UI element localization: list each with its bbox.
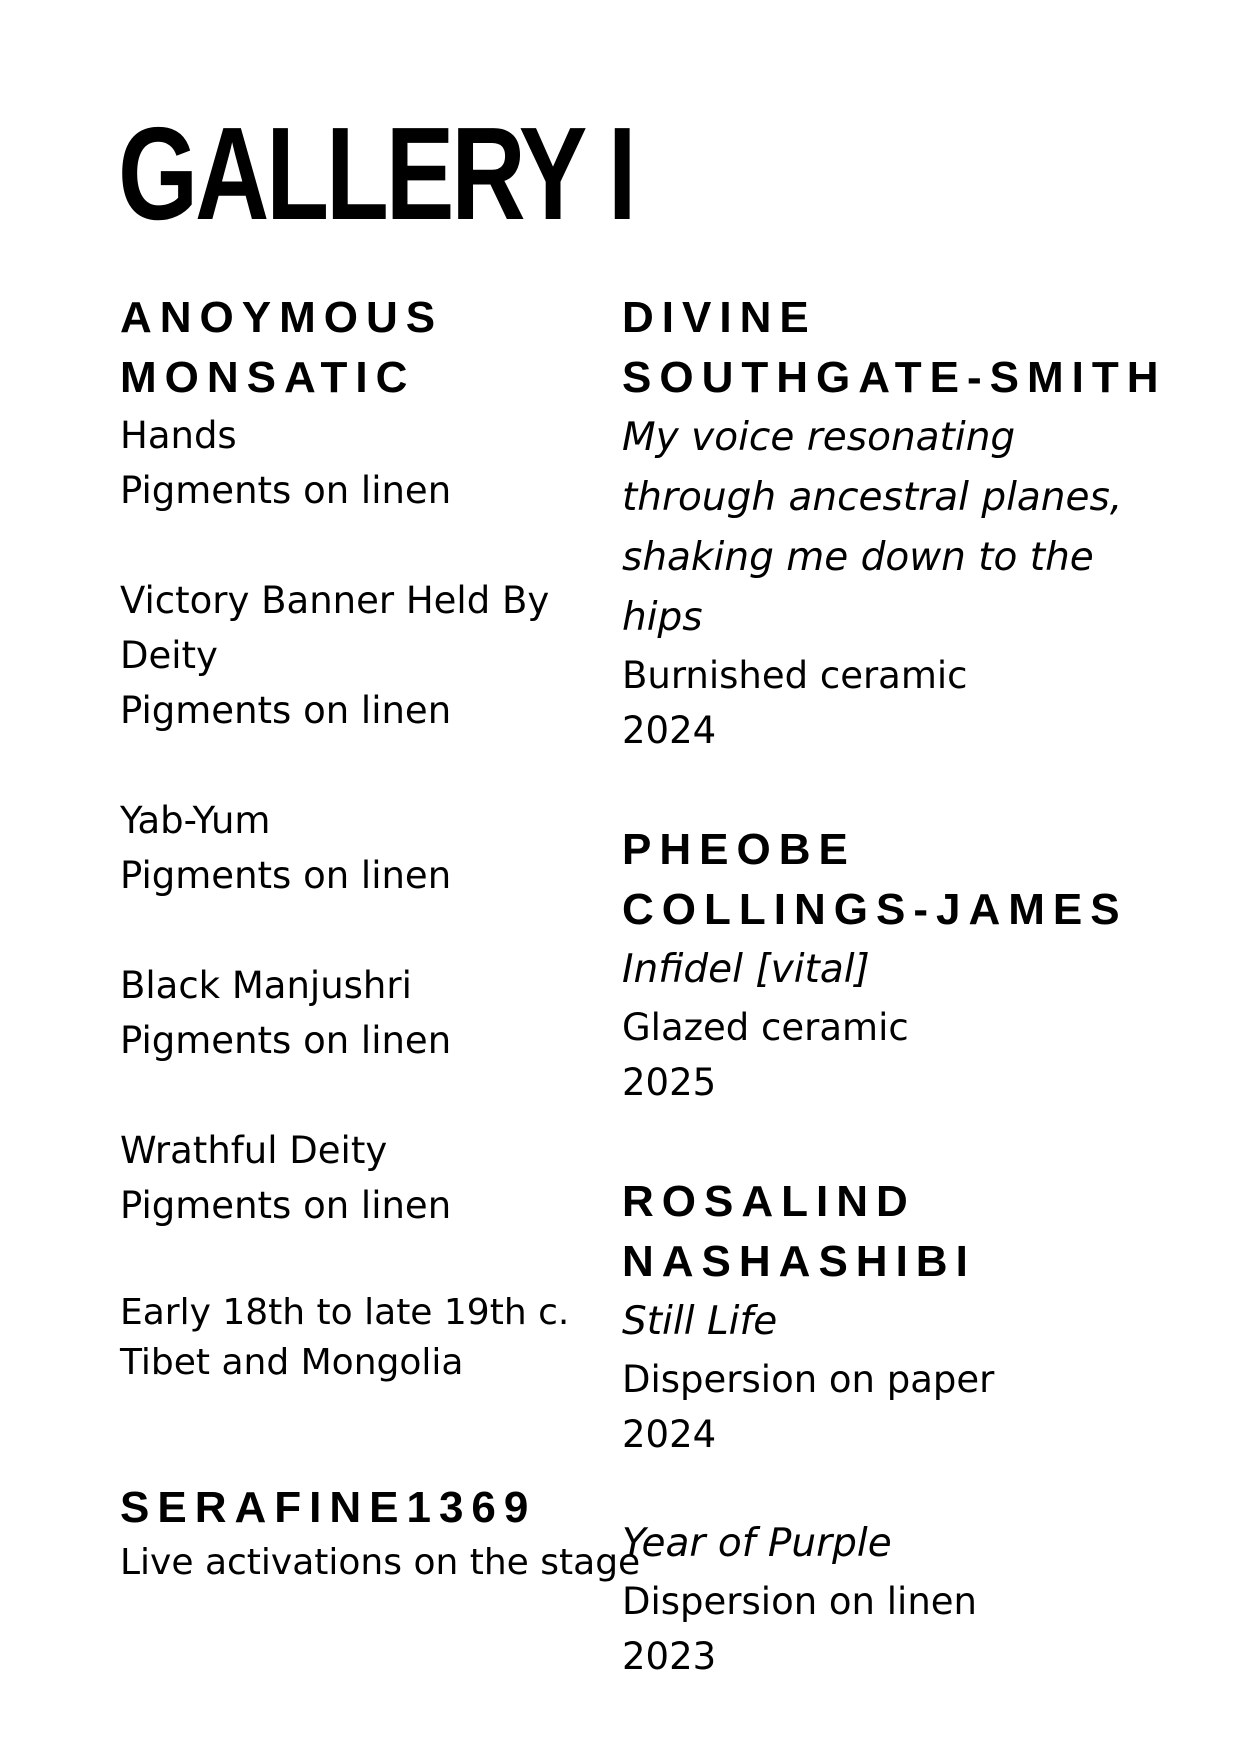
date-note: Early 18th to late 19th c. — [120, 1292, 570, 1333]
artwork-medium: Dispersion on paper — [622, 1358, 995, 1401]
artwork-entry — [120, 793, 610, 903]
artwork-medium: Glazed ceramic — [622, 1006, 909, 1049]
artwork-medium: Pigments on linen — [120, 469, 452, 512]
artwork-year: 2025 — [622, 1061, 717, 1104]
artwork-title: Black Manjushri — [120, 964, 412, 1007]
artist-name: SERAFINE1369 — [120, 1483, 537, 1532]
artist-name: NASHASHIBI — [622, 1237, 976, 1286]
artwork-title: Yab-Yum — [120, 799, 271, 842]
artwork-year: 2023 — [622, 1635, 717, 1678]
artwork-title: shaking me down to the — [622, 535, 1094, 580]
artist-name: SOUTHGATE-SMITH — [622, 353, 1167, 402]
artist-name: ANOYMOUS — [120, 293, 444, 342]
artwork-entry — [120, 408, 610, 518]
artist-name: MONSATIC — [120, 353, 416, 402]
artwork-medium: Pigments on linen — [120, 854, 452, 897]
right-column — [622, 288, 1182, 1684]
artwork-medium: Dispersion on linen — [622, 1580, 977, 1623]
artwork-title: Hands — [120, 414, 237, 457]
artwork-title: Year of Purple — [622, 1521, 892, 1566]
page-title: GALLERY I — [118, 100, 634, 247]
artwork-title: hips — [622, 595, 703, 640]
artwork-title: through ancestral planes, — [622, 475, 1123, 520]
artwork-title: Victory Banner Held By — [120, 579, 550, 622]
artwork-medium: Pigments on linen — [120, 1019, 452, 1062]
artwork-title: Deity — [120, 634, 218, 677]
artwork-year: 2024 — [622, 709, 717, 752]
artwork-medium: Burnished ceramic — [622, 654, 968, 697]
artist-name: DIVINE — [622, 293, 817, 342]
artwork-medium: Pigments on linen — [120, 1184, 452, 1227]
left-column — [120, 288, 641, 1588]
artwork-title: Still Life — [622, 1299, 778, 1344]
artist-name: COLLINGS-JAMES — [622, 885, 1128, 934]
artist-name: ROSALIND — [622, 1177, 916, 1226]
provenance-note — [120, 1288, 610, 1388]
artwork-entry — [120, 1123, 610, 1233]
artwork-title: My voice resonating — [622, 415, 1016, 460]
artwork-medium: Pigments on linen — [120, 689, 452, 732]
artwork-title: Wrathful Deity — [120, 1129, 388, 1172]
performance-note: Live activations on the stage — [120, 1542, 641, 1583]
artwork-entry — [120, 958, 610, 1068]
artwork-title: Infidel [vital] — [622, 947, 870, 992]
artist-name: PHEOBE — [622, 825, 856, 874]
artwork-entry — [120, 573, 610, 738]
origin-note: Tibet and Mongolia — [120, 1342, 464, 1383]
artwork-year: 2024 — [622, 1413, 717, 1456]
